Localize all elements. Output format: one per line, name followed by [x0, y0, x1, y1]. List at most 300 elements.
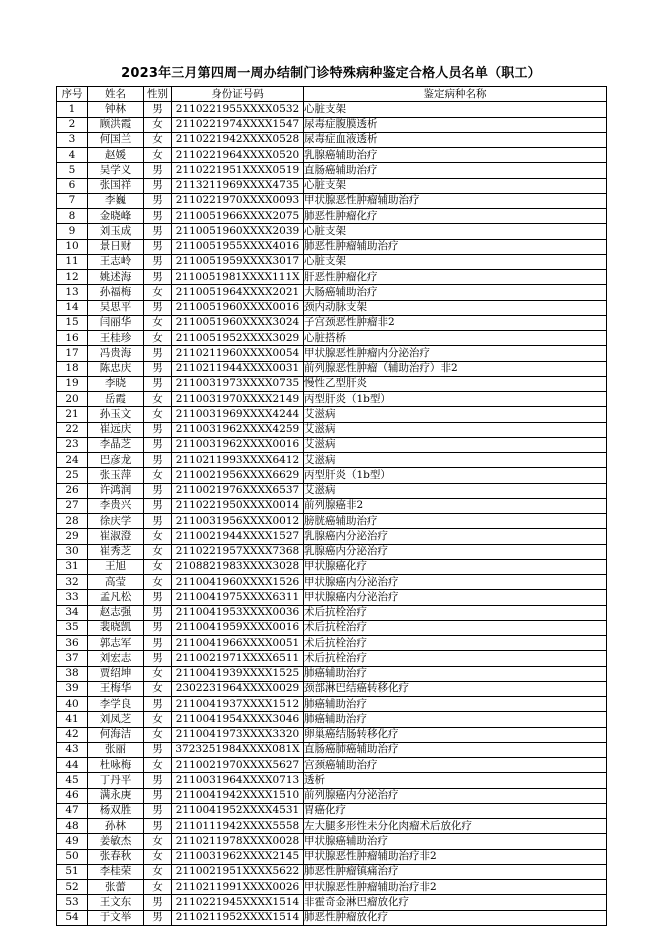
header-disease: 鉴定病种名称: [304, 87, 607, 102]
table-row: [57, 437, 607, 452]
cell-name: 郭志军: [88, 636, 144, 651]
cell-id-number: 2113211969XXXX4735: [172, 178, 304, 193]
table-row: [57, 361, 607, 376]
cell-disease: 非霍奇金淋巴瘤放化疗: [304, 895, 607, 910]
cell-serial-no: 50: [57, 849, 88, 864]
cell-gender: 男: [144, 224, 172, 239]
table-row: [57, 468, 607, 483]
table-row: [57, 209, 607, 224]
cell-gender: 女: [144, 331, 172, 346]
cell-name: 吴学义: [88, 163, 144, 178]
cell-disease: 甲状腺癌内分泌治疗: [304, 590, 607, 605]
cell-name: 孙林: [88, 819, 144, 834]
cell-gender: 女: [144, 132, 172, 147]
cell-gender: 女: [144, 529, 172, 544]
cell-name: 孙玉文: [88, 407, 144, 422]
page-title: 2023年三月第四周一周办结制门诊特殊病种鉴定合格人员名单（职工）: [121, 66, 541, 81]
table-row: [57, 636, 607, 651]
cell-id-number: 2110031973XXXX0735: [172, 376, 304, 391]
table-row: [57, 163, 607, 178]
cell-id-number: 2110021970XXXX5627: [172, 758, 304, 773]
table-row: [57, 498, 607, 513]
table-row: [57, 712, 607, 727]
cell-id-number: 2110031962XXXX0016: [172, 437, 304, 452]
cell-name: 姜敏杰: [88, 834, 144, 849]
table-row: [57, 697, 607, 712]
cell-id-number: 2110221945XXXX1514: [172, 895, 304, 910]
cell-gender: 女: [144, 849, 172, 864]
cell-name: 景日财: [88, 239, 144, 254]
cell-disease: 艾滋病: [304, 453, 607, 468]
cell-serial-no: 12: [57, 270, 88, 285]
cell-gender: 男: [144, 376, 172, 391]
cell-id-number: 2110021944XXXX1527: [172, 529, 304, 544]
cell-serial-no: 37: [57, 651, 88, 666]
cell-gender: 男: [144, 697, 172, 712]
table-row: [57, 422, 607, 437]
cell-disease: 肺癌辅助治疗: [304, 697, 607, 712]
cell-serial-no: 6: [57, 178, 88, 193]
cell-gender: 女: [144, 727, 172, 742]
cell-id-number: 2110041975XXXX6311: [172, 590, 304, 605]
cell-id-number: 2110041937XXXX1512: [172, 697, 304, 712]
cell-serial-no: 9: [57, 224, 88, 239]
cell-name: 王梅华: [88, 681, 144, 696]
table-header-row: [57, 87, 607, 102]
cell-id-number: 2110031970XXXX2149: [172, 392, 304, 407]
cell-serial-no: 48: [57, 819, 88, 834]
cell-name: 张春秋: [88, 849, 144, 864]
cell-disease: 前列腺癌内分泌治疗: [304, 788, 607, 803]
cell-gender: 男: [144, 590, 172, 605]
cell-disease: 心脏搭桥: [304, 331, 607, 346]
cell-name: 崔远庆: [88, 422, 144, 437]
cell-gender: 女: [144, 315, 172, 330]
table-row: [57, 834, 607, 849]
cell-serial-no: 44: [57, 758, 88, 773]
cell-gender: 男: [144, 803, 172, 818]
cell-id-number: 2110041960XXXX1526: [172, 575, 304, 590]
cell-id-number: 2110051955XXXX4016: [172, 239, 304, 254]
cell-id-number: 2110211993XXXX6412: [172, 453, 304, 468]
cell-disease: 颈内动脉支架: [304, 300, 607, 315]
cell-disease: 子宫颈恶性肿瘤非2: [304, 315, 607, 330]
cell-id-number: 2110211952XXXX1514: [172, 910, 304, 925]
cell-disease: 心脏支架: [304, 224, 607, 239]
cell-gender: 男: [144, 209, 172, 224]
cell-name: 裴晓凯: [88, 620, 144, 635]
cell-id-number: 2110041973XXXX3320: [172, 727, 304, 742]
cell-gender: 女: [144, 559, 172, 574]
cell-disease: 甲状腺恶性肿瘤辅助治疗: [304, 193, 607, 208]
cell-serial-no: 1: [57, 102, 88, 117]
cell-serial-no: 29: [57, 529, 88, 544]
table-row: [57, 315, 607, 330]
cell-disease: 甲状腺癌内分泌治疗: [304, 575, 607, 590]
cell-id-number: 2110051960XXXX2039: [172, 224, 304, 239]
cell-serial-no: 7: [57, 193, 88, 208]
cell-disease: 肺恶性肿瘤放化疗: [304, 910, 607, 925]
cell-gender: 男: [144, 483, 172, 498]
cell-gender: 女: [144, 407, 172, 422]
cell-gender: 男: [144, 788, 172, 803]
cell-name: 李学良: [88, 697, 144, 712]
cell-disease: 心脏支架: [304, 254, 607, 269]
table-row: [57, 376, 607, 391]
cell-gender: 男: [144, 178, 172, 193]
cell-name: 张国祥: [88, 178, 144, 193]
cell-name: 钟林: [88, 102, 144, 117]
cell-gender: 女: [144, 392, 172, 407]
cell-id-number: 2110041942XXXX1510: [172, 788, 304, 803]
table-row: [57, 803, 607, 818]
table-row: [57, 773, 607, 788]
cell-id-number: 2110031964XXXX0713: [172, 773, 304, 788]
cell-serial-no: 33: [57, 590, 88, 605]
cell-id-number: 2110021976XXXX6537: [172, 483, 304, 498]
cell-disease: 尿毒症腹膜透析: [304, 117, 607, 132]
cell-id-number: 2110041953XXXX0036: [172, 605, 304, 620]
table-row: [57, 819, 607, 834]
header-id-number: 身份证号码: [172, 87, 304, 102]
cell-serial-no: 23: [57, 437, 88, 452]
cell-serial-no: 2: [57, 117, 88, 132]
cell-name: 何国兰: [88, 132, 144, 147]
cell-serial-no: 54: [57, 910, 88, 925]
cell-gender: 男: [144, 651, 172, 666]
cell-id-number: 2110051952XXXX3029: [172, 331, 304, 346]
table-row: [57, 514, 607, 529]
table-row: [57, 529, 607, 544]
cell-name: 赵志强: [88, 605, 144, 620]
table-row: [57, 742, 607, 757]
cell-name: 巴彦龙: [88, 453, 144, 468]
cell-gender: 男: [144, 819, 172, 834]
cell-id-number: 2110051959XXXX3017: [172, 254, 304, 269]
cell-serial-no: 39: [57, 681, 88, 696]
cell-gender: 男: [144, 163, 172, 178]
cell-serial-no: 13: [57, 285, 88, 300]
table-row: [57, 605, 607, 620]
cell-name: 满永庚: [88, 788, 144, 803]
cell-id-number: 2110221974XXXX1547: [172, 117, 304, 132]
cell-id-number: 2110221950XXXX0014: [172, 498, 304, 513]
cell-gender: 男: [144, 300, 172, 315]
cell-serial-no: 24: [57, 453, 88, 468]
table-row: [57, 590, 607, 605]
cell-serial-no: 15: [57, 315, 88, 330]
table-row: [57, 849, 607, 864]
cell-disease: 大肠癌辅助治疗: [304, 285, 607, 300]
cell-name: 王旭: [88, 559, 144, 574]
table-row: [57, 483, 607, 498]
table-row: [57, 620, 607, 635]
cell-id-number: 2110051981XXXX111X: [172, 270, 304, 285]
cell-gender: 女: [144, 864, 172, 879]
table-row: [57, 758, 607, 773]
cell-disease: 术后抗栓治疗: [304, 636, 607, 651]
cell-gender: 男: [144, 361, 172, 376]
cell-disease: 乳腺癌辅助治疗: [304, 148, 607, 163]
cell-id-number: 2110051960XXXX0016: [172, 300, 304, 315]
table-row: [57, 681, 607, 696]
cell-id-number: 2110031956XXXX0012: [172, 514, 304, 529]
cell-gender: 男: [144, 239, 172, 254]
cell-gender: 男: [144, 620, 172, 635]
cell-disease: 前列腺恶性肿瘤（辅助治疗）非2: [304, 361, 607, 376]
table-row: [57, 331, 607, 346]
cell-name: 刘宏志: [88, 651, 144, 666]
cell-disease: 丙型肝炎（1b型）: [304, 392, 607, 407]
cell-disease: 膀胱癌辅助治疗: [304, 514, 607, 529]
cell-gender: 男: [144, 270, 172, 285]
cell-name: 张丽: [88, 742, 144, 757]
cell-serial-no: 43: [57, 742, 88, 757]
cell-id-number: 3723251984XXXX081X: [172, 742, 304, 757]
table-row: [57, 117, 607, 132]
cell-serial-no: 41: [57, 712, 88, 727]
table-row: [57, 575, 607, 590]
cell-name: 丁丹平: [88, 773, 144, 788]
cell-name: 高莹: [88, 575, 144, 590]
cell-disease: 乳腺癌内分泌治疗: [304, 544, 607, 559]
cell-disease: 颈部淋巴结癌转移化疗: [304, 681, 607, 696]
table-row: [57, 224, 607, 239]
cell-disease: 艾滋病: [304, 437, 607, 452]
cell-id-number: 2110221951XXXX0519: [172, 163, 304, 178]
cell-serial-no: 49: [57, 834, 88, 849]
cell-gender: 男: [144, 422, 172, 437]
cell-serial-no: 38: [57, 666, 88, 681]
cell-name: 陈忠庆: [88, 361, 144, 376]
cell-disease: 尿毒症血液透析: [304, 132, 607, 147]
cell-gender: 男: [144, 498, 172, 513]
cell-serial-no: 26: [57, 483, 88, 498]
cell-disease: 宫颈癌辅助治疗: [304, 758, 607, 773]
cell-id-number: 2110221955XXXX0532: [172, 102, 304, 117]
table-row: [57, 102, 607, 117]
cell-id-number: 2110211991XXXX0026: [172, 880, 304, 895]
cell-name: 孙福梅: [88, 285, 144, 300]
cell-gender: 男: [144, 895, 172, 910]
cell-disease: 肺癌辅助治疗: [304, 666, 607, 681]
cell-disease: 甲状腺恶性肿瘤辅助治疗非2: [304, 849, 607, 864]
cell-id-number: 2110051964XXXX2021: [172, 285, 304, 300]
cell-gender: 女: [144, 544, 172, 559]
cell-gender: 女: [144, 468, 172, 483]
cell-gender: 女: [144, 834, 172, 849]
cell-id-number: 2110051960XXXX3024: [172, 315, 304, 330]
cell-name: 闫丽华: [88, 315, 144, 330]
cell-id-number: 2110021951XXXX5622: [172, 864, 304, 879]
cell-id-number: 2110031969XXXX4244: [172, 407, 304, 422]
cell-disease: 肺恶性肿瘤化疗: [304, 209, 607, 224]
cell-gender: 女: [144, 148, 172, 163]
cell-disease: 透析: [304, 773, 607, 788]
table-row: [57, 270, 607, 285]
table-row: [57, 666, 607, 681]
table-row: [57, 559, 607, 574]
cell-serial-no: 45: [57, 773, 88, 788]
cell-serial-no: 20: [57, 392, 88, 407]
cell-gender: 男: [144, 636, 172, 651]
cell-serial-no: 36: [57, 636, 88, 651]
cell-id-number: 2110031962XXXX4259: [172, 422, 304, 437]
cell-name: 王志岭: [88, 254, 144, 269]
table-body: [57, 102, 607, 926]
cell-gender: 男: [144, 605, 172, 620]
cell-serial-no: 27: [57, 498, 88, 513]
cell-disease: 艾滋病: [304, 483, 607, 498]
cell-disease: 甲状腺恶性肿瘤辅助治疗非2: [304, 880, 607, 895]
cell-disease: 前列腺癌非2: [304, 498, 607, 513]
roster-table: [56, 86, 607, 926]
cell-name: 李贵兴: [88, 498, 144, 513]
cell-name: 于文举: [88, 910, 144, 925]
cell-gender: 女: [144, 285, 172, 300]
cell-gender: 女: [144, 575, 172, 590]
cell-serial-no: 34: [57, 605, 88, 620]
cell-disease: 肺癌辅助治疗: [304, 712, 607, 727]
cell-disease: 艾滋病: [304, 407, 607, 422]
cell-id-number: 2110111942XXXX5558: [172, 819, 304, 834]
table-row: [57, 148, 607, 163]
table-row: [57, 453, 607, 468]
cell-id-number: 2110221942XXXX0528: [172, 132, 304, 147]
cell-id-number: 2110041939XXXX1525: [172, 666, 304, 681]
cell-serial-no: 3: [57, 132, 88, 147]
cell-id-number: 2110221957XXXX7368: [172, 544, 304, 559]
cell-gender: 女: [144, 681, 172, 696]
cell-name: 贾绍坤: [88, 666, 144, 681]
cell-serial-no: 31: [57, 559, 88, 574]
cell-disease: 乳腺癌内分泌治疗: [304, 529, 607, 544]
cell-id-number: 2110211978XXXX0028: [172, 834, 304, 849]
table-row: [57, 285, 607, 300]
cell-serial-no: 19: [57, 376, 88, 391]
cell-disease: 直肠癌肺癌辅助治疗: [304, 742, 607, 757]
cell-id-number: 2302231964XXXX0029: [172, 681, 304, 696]
header-name: 姓名: [88, 87, 144, 102]
cell-serial-no: 18: [57, 361, 88, 376]
cell-gender: 男: [144, 453, 172, 468]
cell-serial-no: 22: [57, 422, 88, 437]
cell-name: 刘凤芝: [88, 712, 144, 727]
cell-name: 徐庆学: [88, 514, 144, 529]
cell-serial-no: 51: [57, 864, 88, 879]
table-row: [57, 895, 607, 910]
cell-name: 张蕾: [88, 880, 144, 895]
cell-disease: 肺恶性肿瘤辅助治疗: [304, 239, 607, 254]
cell-name: 孟凡松: [88, 590, 144, 605]
cell-gender: 女: [144, 117, 172, 132]
table-row: [57, 544, 607, 559]
cell-serial-no: 53: [57, 895, 88, 910]
cell-gender: 女: [144, 712, 172, 727]
cell-disease: 甲状腺癌辅助治疗: [304, 834, 607, 849]
cell-name: 李晶芝: [88, 437, 144, 452]
table-row: [57, 407, 607, 422]
cell-serial-no: 16: [57, 331, 88, 346]
cell-name: 姚述海: [88, 270, 144, 285]
cell-disease: 直肠癌辅助治疗: [304, 163, 607, 178]
cell-disease: 肝恶性肿瘤化疗: [304, 270, 607, 285]
cell-serial-no: 42: [57, 727, 88, 742]
cell-gender: 男: [144, 773, 172, 788]
cell-gender: 男: [144, 514, 172, 529]
cell-gender: 男: [144, 102, 172, 117]
cell-serial-no: 4: [57, 148, 88, 163]
cell-gender: 男: [144, 193, 172, 208]
table-row: [57, 727, 607, 742]
cell-name: 金晓峰: [88, 209, 144, 224]
cell-serial-no: 52: [57, 880, 88, 895]
cell-disease: 术后抗栓治疗: [304, 620, 607, 635]
cell-id-number: 2110021971XXXX6511: [172, 651, 304, 666]
header-serial-no: 序号: [57, 87, 88, 102]
cell-gender: 男: [144, 437, 172, 452]
cell-name: 王文东: [88, 895, 144, 910]
cell-id-number: 2110221970XXXX0093: [172, 193, 304, 208]
cell-disease: 慢性乙型肝炎: [304, 376, 607, 391]
table-row: [57, 193, 607, 208]
cell-serial-no: 28: [57, 514, 88, 529]
cell-id-number: 2110211960XXXX0054: [172, 346, 304, 361]
cell-id-number: 2110031962XXXX2145: [172, 849, 304, 864]
cell-name: 吴思平: [88, 300, 144, 315]
cell-serial-no: 14: [57, 300, 88, 315]
cell-disease: 术后抗栓治疗: [304, 605, 607, 620]
table-row: [57, 392, 607, 407]
cell-name: 张玉萍: [88, 468, 144, 483]
table-row: [57, 346, 607, 361]
cell-disease: 甲状腺恶性肿瘤内分泌治疗: [304, 346, 607, 361]
cell-name: 杜咏梅: [88, 758, 144, 773]
cell-serial-no: 11: [57, 254, 88, 269]
cell-name: 王桂珍: [88, 331, 144, 346]
cell-name: 刘玉成: [88, 224, 144, 239]
cell-id-number: 2108821983XXXX3028: [172, 559, 304, 574]
cell-name: 崔秀芝: [88, 544, 144, 559]
cell-serial-no: 35: [57, 620, 88, 635]
cell-disease: 胃癌化疗: [304, 803, 607, 818]
cell-name: 李晓: [88, 376, 144, 391]
cell-gender: 男: [144, 254, 172, 269]
cell-serial-no: 25: [57, 468, 88, 483]
cell-serial-no: 46: [57, 788, 88, 803]
table-row: [57, 178, 607, 193]
cell-id-number: 2110211944XXXX0031: [172, 361, 304, 376]
cell-serial-no: 21: [57, 407, 88, 422]
cell-serial-no: 32: [57, 575, 88, 590]
cell-id-number: 2110221964XXXX0520: [172, 148, 304, 163]
cell-serial-no: 5: [57, 163, 88, 178]
cell-serial-no: 30: [57, 544, 88, 559]
cell-disease: 心脏支架: [304, 102, 607, 117]
cell-serial-no: 47: [57, 803, 88, 818]
cell-gender: 男: [144, 346, 172, 361]
cell-disease: 卵巢癌结肠转移化疗: [304, 727, 607, 742]
cell-disease: 甲状腺癌化疗: [304, 559, 607, 574]
cell-disease: 艾滋病: [304, 422, 607, 437]
cell-serial-no: 10: [57, 239, 88, 254]
cell-gender: 男: [144, 910, 172, 925]
cell-id-number: 2110041966XXXX0051: [172, 636, 304, 651]
cell-name: 赵媛: [88, 148, 144, 163]
cell-id-number: 2110041954XXXX3046: [172, 712, 304, 727]
cell-gender: 女: [144, 880, 172, 895]
cell-disease: 左大腿多形性未分化肉瘤术后放化疗: [304, 819, 607, 834]
